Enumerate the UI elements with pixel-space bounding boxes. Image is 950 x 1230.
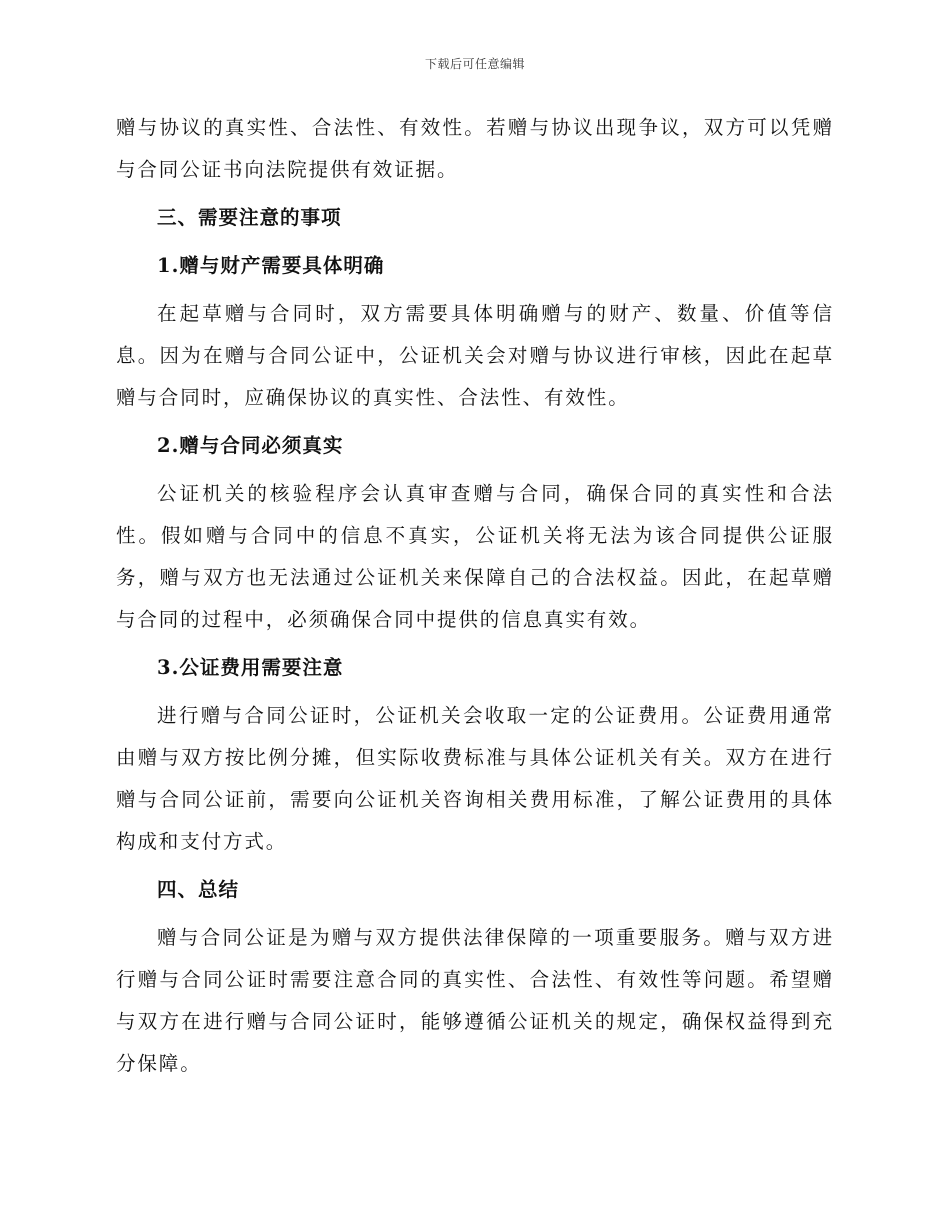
document-body xyxy=(116,107,834,1085)
subheading-3: 3.公证费用需要注意 xyxy=(157,656,344,679)
page-header: 下载后可任意编辑 xyxy=(424,57,525,71)
section-heading-4: 四、总结 xyxy=(157,878,240,901)
paragraph-item-2: 公证机关的核验程序会认真审查赠与合同，确保合同的真实性和合法性。假如赠与合同中的信息不真实，公证机关将无法为该合同提供公证服务，赠与双方也无法通过公证机关来保障自己的合法权益。因此，在起草赠与合同的过程中，必须确保合同中提供的信息真实有效。 xyxy=(116,482,834,631)
paragraph-item-1: 在起草赠与合同时，双方需要具体明确赠与的财产、数量、价值等信息。因为在赠与合同公证中，公证机关会对赠与协议进行审核，因此在起草赠与合同时，应确保协议的真实性、合法性、有效性。 xyxy=(116,302,834,409)
paragraph-continued: 赠与协议的真实性、合法性、有效性。若赠与协议出现争议，双方可以凭赠与合同公证书向法院提供有效证据。 xyxy=(116,116,834,181)
paragraph-item-3: 进行赠与合同公证时，公证机关会收取一定的公证费用。公证费用通常由赠与双方按比例分摊，但实际收费标准与具体公证机关有关。双方在进行赠与合同公证前，需要向公证机关咨询相关费用标准，了解公证费用的具体构成和支付方式。 xyxy=(116,704,834,853)
subheading-2: 2.赠与合同必须真实 xyxy=(157,434,344,457)
section-heading-3: 三、需要注意的事项 xyxy=(157,206,342,229)
paragraph-summary: 赠与合同公证是为赠与双方提供法律保障的一项重要服务。赠与双方进行赠与合同公证时需要注意合同的真实性、合法性、有效性等问题。希望赠与双方在进行赠与合同公证时，能够遵循公证机关的规定，确保权益得到充分保障。 xyxy=(116,926,834,1075)
subheading-1: 1.赠与财产需要具体明确 xyxy=(157,254,385,277)
